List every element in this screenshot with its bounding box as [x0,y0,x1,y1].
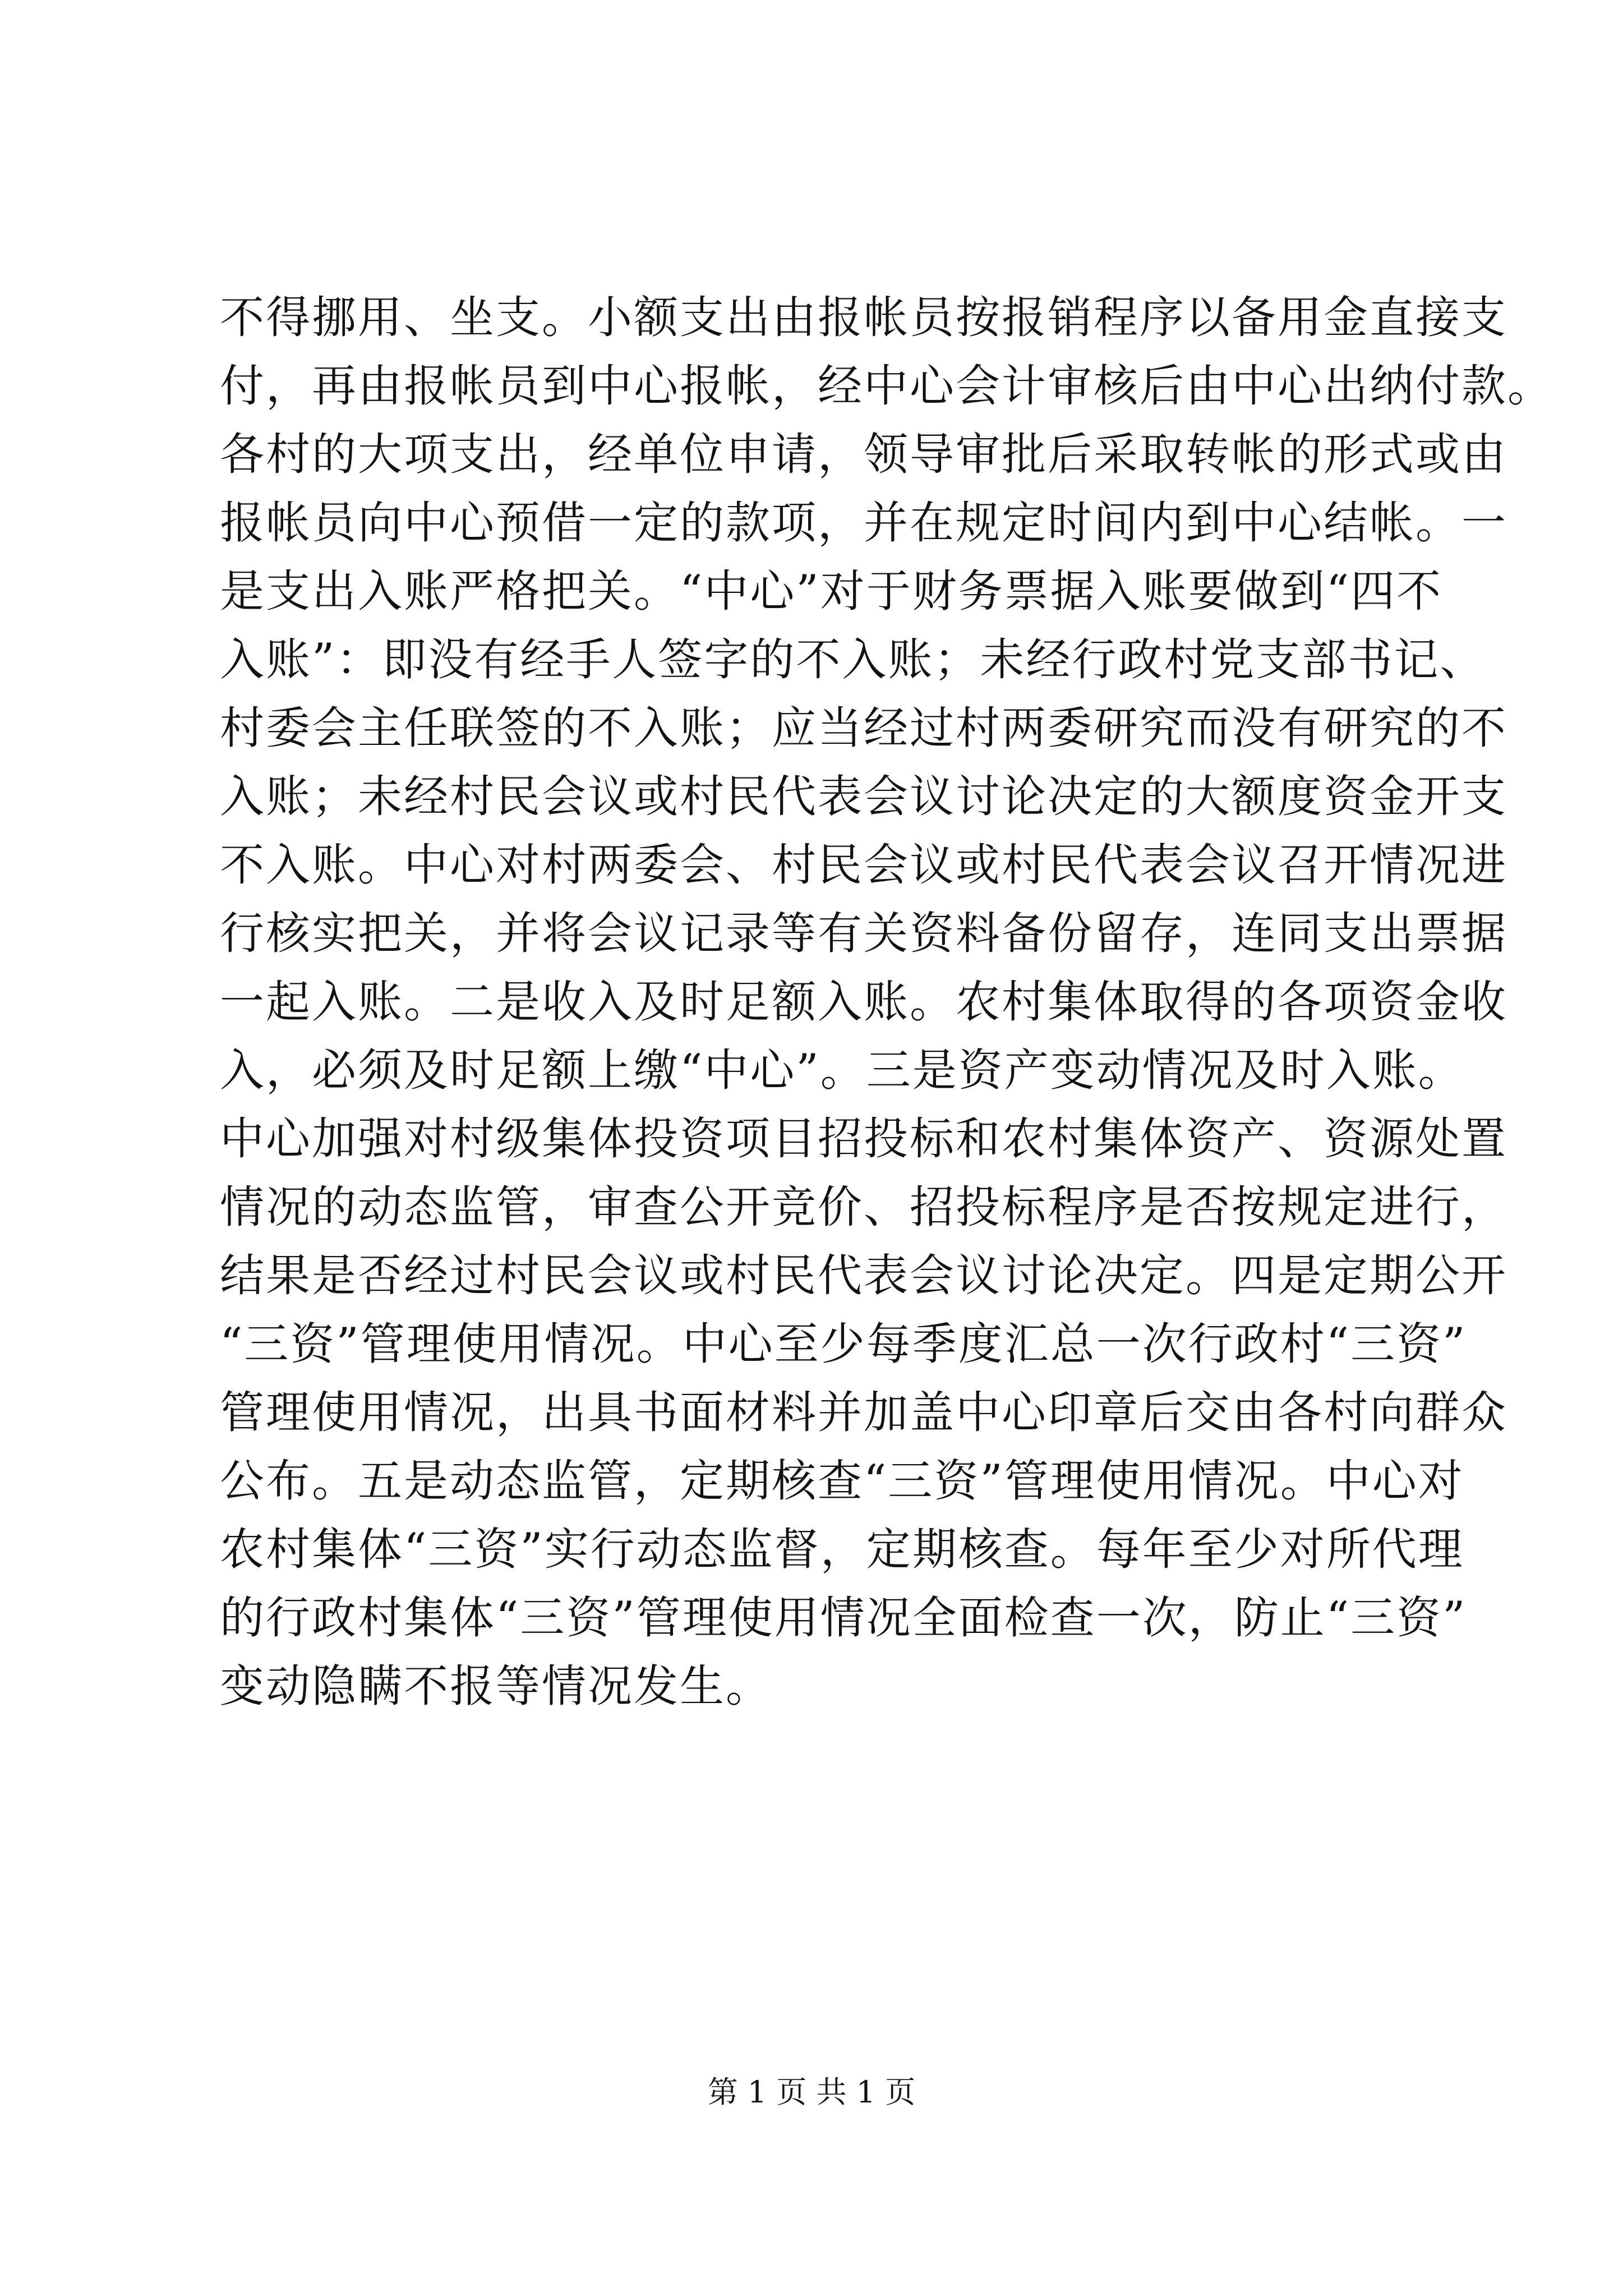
text-line: 行核实把关，并将会议记录等有关资料备份留存，连同支出票据 [220,908,1507,959]
text-line: 村委会主任联签的不入账；应当经过村两委研究而没有研究的不 [220,702,1507,754]
text-line: 是支出入账严格把关。“中心”对于财务票据入账要做到“四不 [220,565,1443,617]
text-line: 入，必须及时足额上缴“中心”。三是资产变动情况及时入账。 [220,1045,1464,1096]
text-line: 情况的动态监管，审查公开竞价、招投标程序是否按规定进行， [220,1181,1507,1233]
body-text [220,283,1553,1720]
text-line: 变动隐瞒不报等情况发生。 [220,1660,772,1712]
text-line: “三资”管理使用情况。中心至少每季度汇总一次行政村“三资” [220,1318,1467,1370]
text-line: 的行政村集体“三资”管理使用情况全面检查一次，防止“三资” [220,1592,1467,1644]
text-line: 不入账。中心对村两委会、村民会议或村民代表会议召开情况进 [220,839,1507,891]
text-line: 不得挪用、坐支。小额支出由报帐员按报销程序以备用金直接支 [220,292,1507,343]
text-line: 入账；未经村民会议或村民代表会议讨论决定的大额度资金开支 [220,771,1507,822]
text-line: 结果是否经过村民会议或村民代表会议讨论决定。四是定期公开 [220,1250,1507,1301]
text-line: 付，再由报帐员到中心报帐，经中心会计审核后由中心出纳付款。 [220,360,1553,412]
text-line: 报帐员向中心预借一定的款项，并在规定时间内到中心结帐。一 [220,497,1507,549]
text-line: 各村的大项支出，经单位申请，领导审批后采取转帐的形式或由 [220,429,1507,480]
text-line: 管理使用情况，出具书面材料并加盖中心印章后交由各村向群众 [220,1387,1507,1438]
text-line: 农村集体“三资”实行动态监督，定期核查。每年至少对所代理 [220,1524,1464,1575]
page-number: 第 1 页 共 1 页 [707,2074,916,2110]
text-line: 中心加强对村级集体投资项目招投标和农村集体资产、资源处置 [220,1113,1507,1165]
text-line: 一起入账。二是收入及时足额入账。农村集体取得的各项资金收 [220,976,1507,1028]
text-line: 入账”：即没有经手人签字的不入账；未经行政村党支部书记、 [220,634,1486,685]
text-line: 公布。五是动态监管，定期核查“三资”管理使用情况。中心对 [220,1455,1464,1507]
